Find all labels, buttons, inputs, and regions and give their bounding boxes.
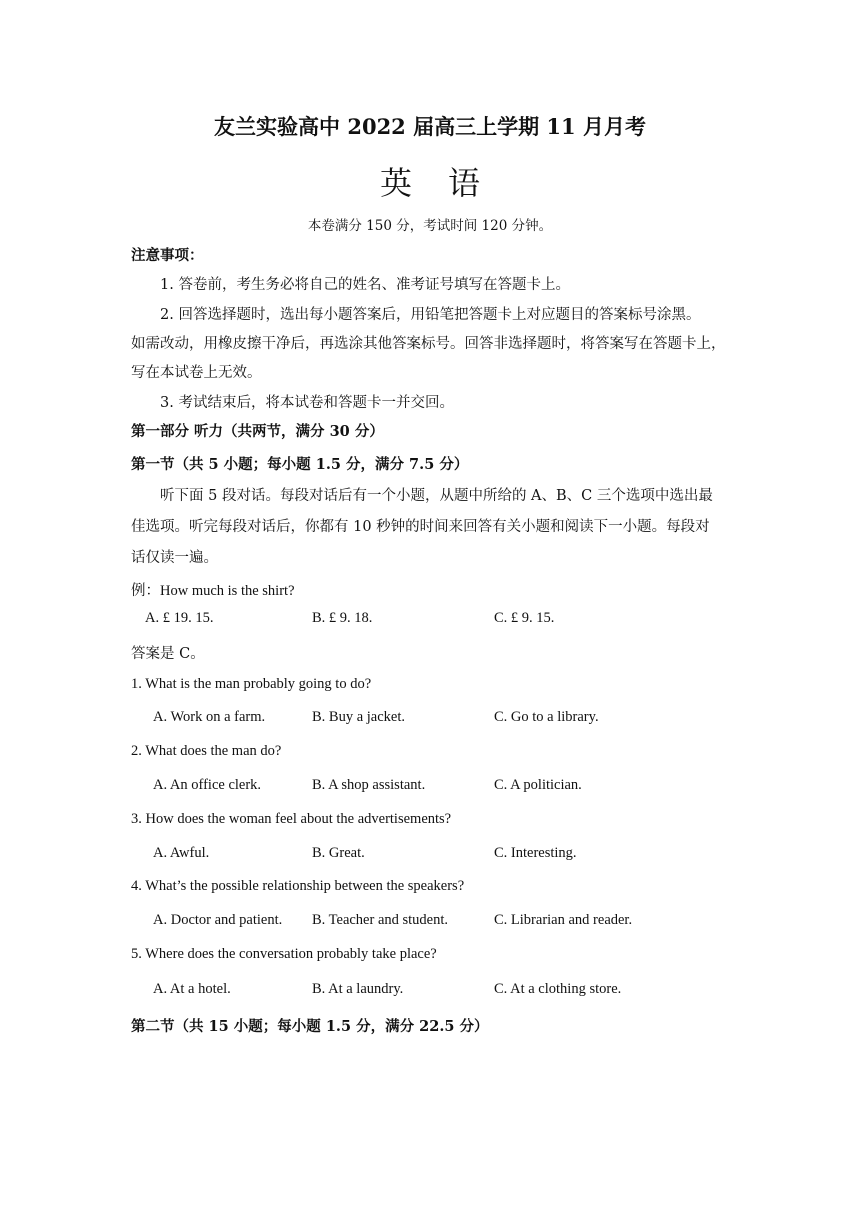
- intro-line-2: 佳选项。听完每段对话后，你都有 10 秒钟的时间来回答有关小题和阅读下一小题。每段对: [131, 519, 710, 535]
- exam-info: 本卷满分 150 分，考试时间 120 分钟。: [307, 218, 553, 234]
- example-question: 例：How much is the shirt?: [131, 583, 295, 599]
- question-5-option-a: A. At a hotel.: [153, 981, 231, 997]
- question-2-option-b: B. A shop assistant.: [312, 777, 426, 793]
- question-5-option-b: B. At a laundry.: [312, 981, 404, 997]
- part1-heading: 第一部分 听力（共两节，满分 30 分）: [131, 423, 384, 440]
- example-option-c: C. £ 9. 15.: [494, 610, 555, 626]
- question-1: 1. What is the man probably going to do?: [131, 676, 372, 692]
- question-4-option-c: C. Librarian and reader.: [494, 912, 633, 928]
- question-4-option-b: B. Teacher and student.: [312, 912, 449, 928]
- question-1-option-b: B. Buy a jacket.: [312, 709, 406, 725]
- question-5-option-c: C. At a clothing store.: [494, 981, 622, 997]
- example-option-b: B. £ 9. 18.: [312, 610, 373, 626]
- question-3: 3. How does the woman feel about the advertisements?: [131, 811, 452, 827]
- note-3: 3. 考试结束后，将本试卷和答题卡一并交回。: [160, 395, 454, 411]
- note-2-line-3: 写在本试卷上无效。: [131, 365, 262, 381]
- question-3-option-a: A. Awful.: [153, 845, 210, 861]
- question-5: 5. Where does the conversation probably take place?: [131, 946, 437, 962]
- question-3-option-c: C. Interesting.: [494, 845, 577, 861]
- question-2: 2. What does the man do?: [131, 743, 282, 759]
- question-1-option-c: C. Go to a library.: [494, 709, 599, 725]
- question-2-option-c: C. A politician.: [494, 777, 582, 793]
- question-3-option-b: B. Great.: [312, 845, 365, 861]
- section2-heading: 第二节（共 15 小题；每小题 1.5 分，满分 22.5 分）: [131, 1018, 489, 1035]
- question-4-option-a: A. Doctor and patient.: [153, 912, 283, 928]
- note-2-line-2: 如需改动，用橡皮擦干净后，再选涂其他答案标号。回答非选择题时，将答案写在答题卡上，: [131, 336, 726, 352]
- note-1: 1. 答卷前，考生务必将自己的姓名、准考证号填写在答题卡上。: [160, 277, 570, 293]
- intro-line-1: 听下面 5 段对话。每段对话后有一个小题，从题中所给的 A、B、C 三个选项中选出最: [160, 488, 713, 504]
- example-option-a: A. £ 19. 15.: [145, 610, 214, 626]
- section1-heading: 第一节（共 5 小题；每小题 1.5 分，满分 7.5 分）: [131, 456, 469, 473]
- question-2-option-a: A. An office clerk.: [153, 777, 262, 793]
- example-answer: 答案是 C。: [131, 646, 205, 662]
- question-4: 4. What’s the possible relationship between the speakers?: [131, 878, 465, 894]
- subject-title: 英语: [379, 164, 516, 202]
- notes-heading: 注意事项：: [131, 247, 204, 264]
- intro-line-3: 话仅读一遍。: [131, 550, 218, 566]
- exam-title: 友兰实验高中 2022 届高三上学期 11 月月考: [214, 114, 646, 139]
- note-2-line-1: 2. 回答选择题时，选出每小题答案后，用铅笔把答题卡上对应题目的答案标号涂黑。: [160, 307, 701, 323]
- question-1-option-a: A. Work on a farm.: [153, 709, 266, 725]
